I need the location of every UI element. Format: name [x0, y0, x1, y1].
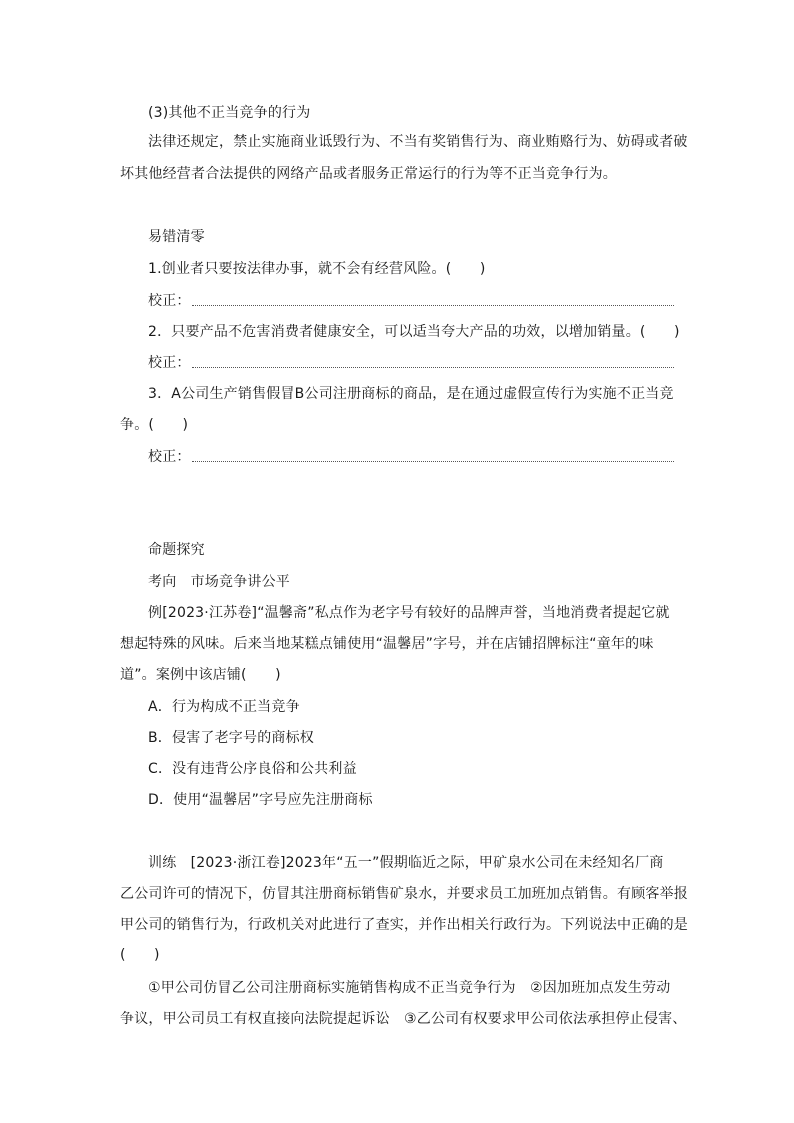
law-paragraph-line-1: 法律还规定，禁止实施商业诋毁行为、不当有奖销售行为、商业贿赂行为、妨碍或者破 [148, 134, 688, 150]
inquiry-title: 命题探究 [148, 542, 205, 558]
error-item-1: 1.创业者只要按法律办事，就不会有经营风险。( ) [148, 261, 486, 277]
correction-answer-line-1[interactable] [192, 305, 674, 306]
error-item-3-line-2: 争。( ) [120, 417, 189, 433]
training-line-2: 乙公司许可的情况下，仿冒其注册商标销售矿泉水，并要求员工加班加点销售。有顾客举报 [120, 886, 688, 902]
option-a: A．行为构成不正当竞争 [148, 699, 300, 715]
option-b: B．侵害了老字号的商标权 [148, 730, 315, 746]
training-line-4: ( ) [120, 947, 160, 963]
correction-label-3: 校正： [148, 449, 191, 465]
section-heading: (3)其他不正当竞争的行为 [148, 105, 311, 121]
training-line-1: 训练 [2023·浙江卷]2023年“五一”假期临近之际，甲矿泉水公司在未经知名厂商 [148, 855, 664, 871]
error-item-2: 2．只要产品不危害消费者健康安全，可以适当夸大产品的功效，以增加销量。( ) [148, 324, 680, 340]
errors-title: 易错清零 [148, 229, 205, 245]
correction-answer-line-3[interactable] [192, 461, 674, 462]
correction-label-2: 校正： [148, 355, 191, 371]
correction-answer-line-2[interactable] [192, 367, 674, 368]
option-d: D．使用“温馨居”字号应先注册商标 [148, 792, 373, 808]
error-item-3-line-1: 3．A公司生产销售假冒B公司注册商标的商品，是在通过虚假宣传行为实施不正当竞 [148, 386, 674, 402]
correction-label-1: 校正： [148, 293, 191, 309]
inquiry-direction: 考向 市场竞争讲公平 [148, 574, 290, 590]
law-paragraph-line-2: 坏其他经营者合法提供的网络产品或者服务正常运行的行为等不正当竞争行为。 [120, 166, 617, 182]
option-c: C．没有违背公序良俗和公共利益 [148, 761, 357, 777]
training-line-3: 甲公司的销售行为，行政机关对此进行了查实，并作出相关行政行为。下列说法中正确的是 [120, 917, 688, 933]
training-line-5: ①甲公司仿冒乙公司注册商标实施销售构成不正当竞争行为 ②因加班加点发生劳动 [148, 980, 671, 996]
example-line-1: 例[2023·江苏卷]“温馨斋”私点作为老字号有较好的品牌声誉，当地消费者提起它就 [148, 605, 670, 621]
example-line-2: 想起特殊的风味。后来当地某糕点铺使用“温馨居”字号，并在店铺招牌标注“童年的味 [120, 636, 654, 652]
training-line-6: 争议，甲公司员工有权直接向法院提起诉讼 ③乙公司有权要求甲公司依法承担停止侵害、 [120, 1011, 687, 1027]
example-line-3: 道”。案例中该店铺( ) [120, 667, 281, 683]
